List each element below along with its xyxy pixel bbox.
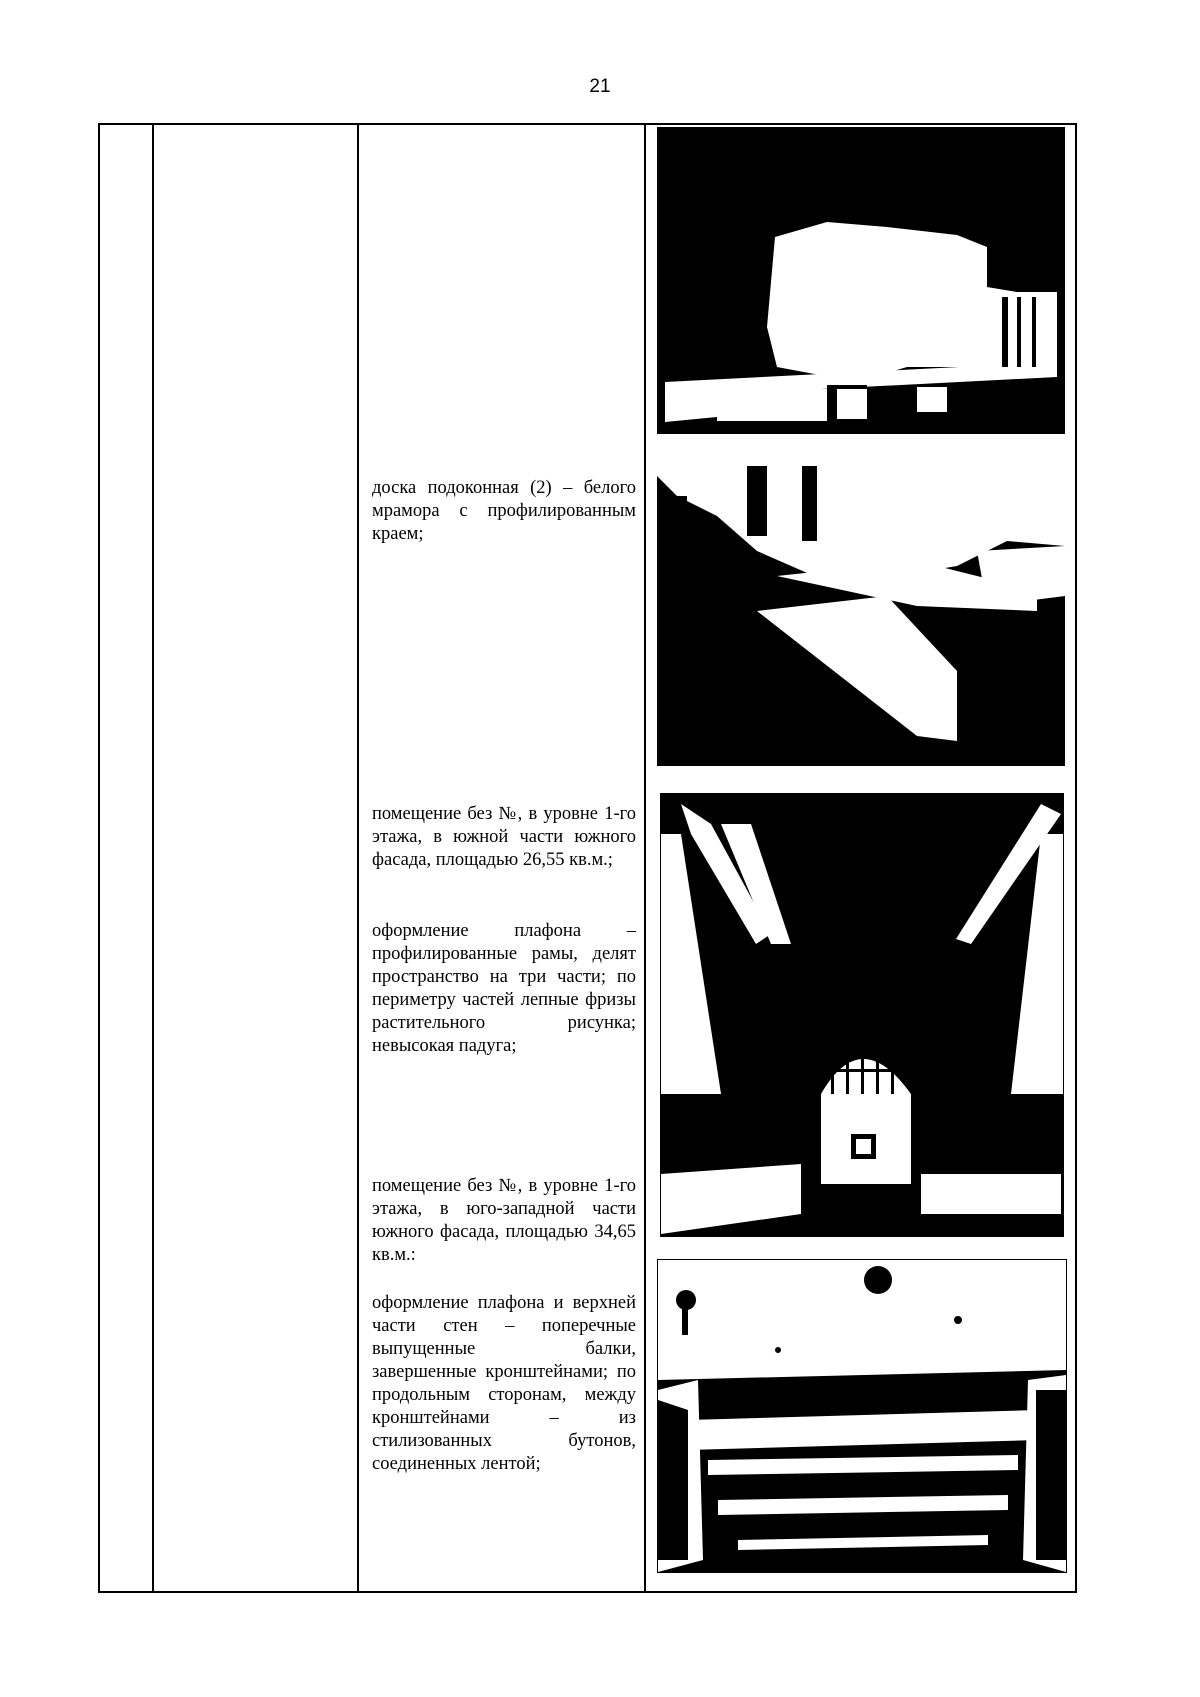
entry-ceiling-beams: оформление плафона и верхней части стен – поперечные выпущенные балки, завершенные кронштейнами; по продольным сторонам, между кронштейнами – из стилизованных бутонов, соединенных лентой; [372,1293,636,1474]
column-divider-2 [357,125,359,1591]
entry-room-south: помещение без №, в уровне 1-го этажа, в южной части южного фасада, площадью 26,55 кв.м.; [372,804,636,870]
photo-ceiling-beams [657,1259,1067,1573]
entry-windowsill: доска подоконная (2) – белого мрамора с профилированным краем; [372,478,636,544]
photo-windowsill [657,456,1065,766]
photo-window-top [657,127,1065,434]
photo-ceiling-hall [660,793,1064,1237]
entry-ceiling-frames: оформление плафона – профилированные рамы, делят пространство на три части; по периметру частей лепные фризы растительного рисунка; невысокая падуга; [372,921,636,1056]
column-divider-3 [644,125,646,1591]
heritage-table [98,123,1077,1593]
entry-room-southwest: помещение без №, в уровне 1-го этажа, в юго-западной части южного фасада, площадью 34,65 кв.м.: [372,1176,636,1265]
page-number: 21 [589,76,611,97]
column-divider-1 [152,125,154,1591]
